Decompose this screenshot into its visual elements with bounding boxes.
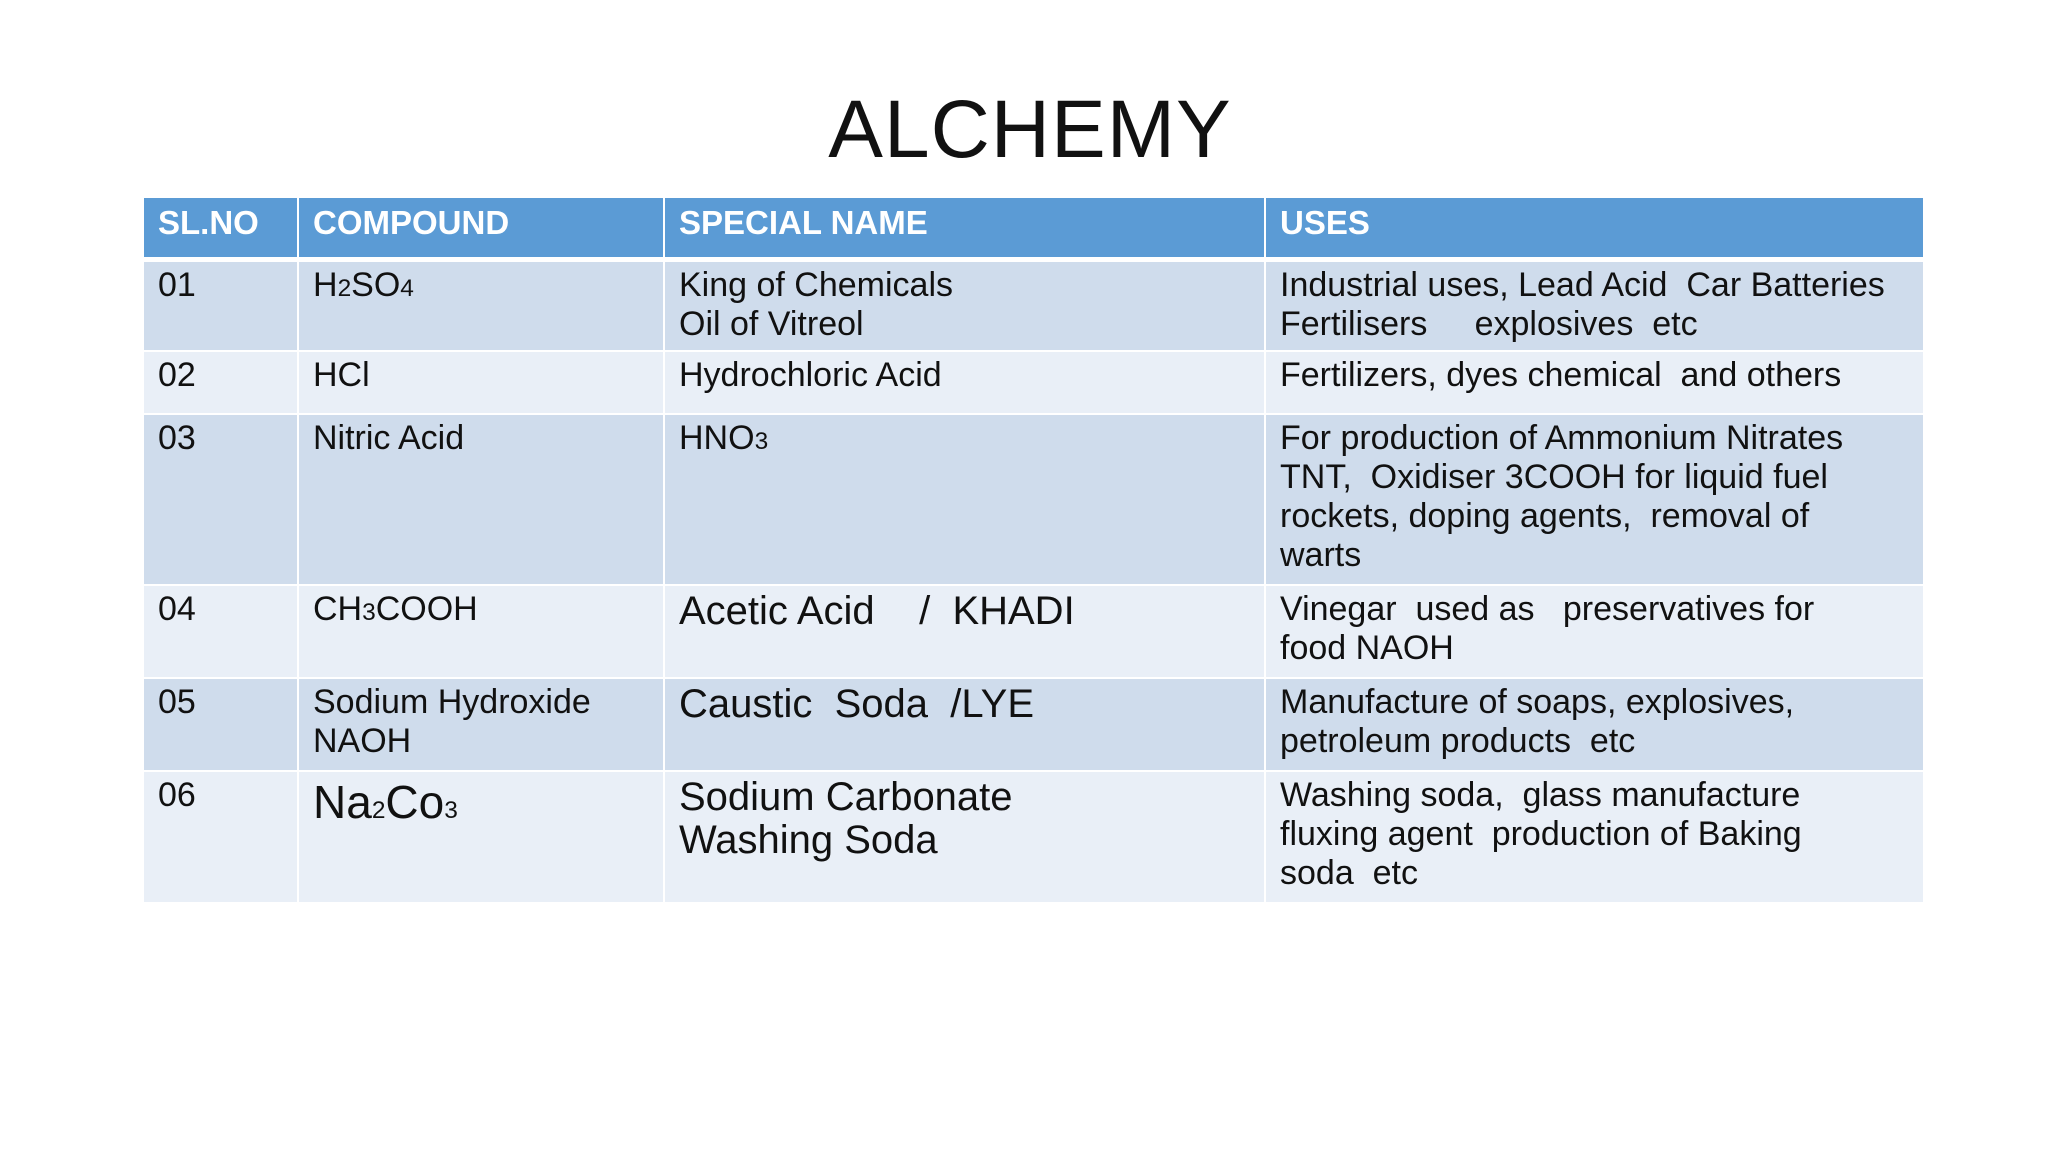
cell-special-name [664, 351, 1265, 414]
uses-line: For production of Ammonium Nitrates [1280, 419, 1844, 457]
special-name-line: King of Chemicals [679, 265, 954, 304]
special-name-line: Sodium Carbonate [679, 775, 1013, 819]
cell-uses [1265, 585, 1924, 678]
table-row [143, 351, 1924, 414]
table-row [143, 259, 1924, 351]
uses-line: soda etc [1280, 854, 1418, 892]
cell-uses [1265, 414, 1924, 585]
uses-line: warts [1280, 536, 1362, 574]
cell-sl-no: 02 [143, 351, 298, 414]
cell-special-name [664, 414, 1265, 585]
cell-special-name [664, 678, 1265, 771]
cell-sl-no: 04 [143, 585, 298, 678]
cell-compound: HCl [298, 351, 664, 414]
formula-part: Na [313, 776, 372, 828]
cell-compound [298, 259, 664, 351]
cell-uses [1265, 351, 1924, 414]
table-row [143, 414, 1924, 585]
cell-compound: Nitric Acid [298, 414, 664, 585]
formula-part: SO [351, 265, 401, 304]
cell-compound [298, 585, 664, 678]
cell-sl-no: 05 [143, 678, 298, 771]
special-name-line: Oil of Vitreol [679, 304, 864, 343]
slide-title: ALCHEMY [828, 84, 1232, 175]
uses-line: Fertilizers, dyes chemical and others [1280, 356, 1842, 394]
header-sl-no: SL.NO [143, 197, 298, 259]
cell-special-name [664, 771, 1265, 903]
uses-line: TNT, Oxidiser 3COOH for liquid fuel [1280, 458, 1828, 496]
header-compound: COMPOUND [298, 197, 664, 259]
uses-line: Washing soda, glass manufacture [1280, 776, 1801, 814]
uses-line: rockets, doping agents, removal of [1280, 497, 1810, 535]
cell-sl-no: 06 [143, 771, 298, 903]
formula-part: HNO [679, 419, 755, 457]
cell-compound [298, 771, 664, 903]
formula-subscript: 3 [362, 599, 376, 626]
cell-special-name [664, 259, 1265, 351]
formula-part: Co [385, 776, 445, 828]
cell-compound [298, 678, 664, 771]
table-row [143, 678, 1924, 771]
compound-line: Sodium Hydroxide [313, 683, 591, 721]
uses-line: Fertilisers explosives etc [1280, 304, 1698, 343]
formula-subscript: 2 [337, 274, 352, 302]
formula-subscript: 3 [754, 428, 769, 455]
uses-line: Manufacture of soaps, explosives, [1280, 683, 1795, 721]
special-name-line: Hydrochloric Acid [679, 356, 942, 394]
table-row [143, 585, 1924, 678]
formula-subscript: 2 [371, 797, 386, 824]
formula-subscript: 3 [444, 797, 458, 824]
compound-line: NAOH [313, 722, 412, 760]
special-name-line: Washing Soda [679, 818, 938, 862]
header-uses: USES [1265, 197, 1924, 259]
formula-part: CH [313, 590, 363, 628]
cell-uses [1265, 259, 1924, 351]
special-name-line: Caustic Soda /LYE [679, 682, 1034, 726]
special-name-line: Acetic Acid / KHADI [679, 589, 1075, 633]
table-row [143, 771, 1924, 903]
formula-part: H [313, 265, 338, 304]
header-special-name: SPECIAL NAME [664, 197, 1265, 259]
cell-special-name [664, 585, 1265, 678]
cell-sl-no: 03 [143, 414, 298, 585]
formula-part: COOH [375, 590, 478, 628]
cell-uses [1265, 771, 1924, 903]
uses-line: petroleum products etc [1280, 722, 1636, 760]
cell-uses [1265, 678, 1924, 771]
uses-line: food NAOH [1280, 629, 1454, 667]
compounds-table [142, 196, 1925, 904]
uses-line: Industrial uses, Lead Acid Car Batteries [1280, 265, 1885, 304]
formula-subscript: 4 [400, 274, 414, 302]
cell-sl-no: 01 [143, 259, 298, 351]
uses-line: fluxing agent production of Baking [1280, 815, 1802, 853]
table-header-row [143, 197, 1924, 259]
uses-line: Vinegar used as preservatives for [1280, 590, 1815, 628]
